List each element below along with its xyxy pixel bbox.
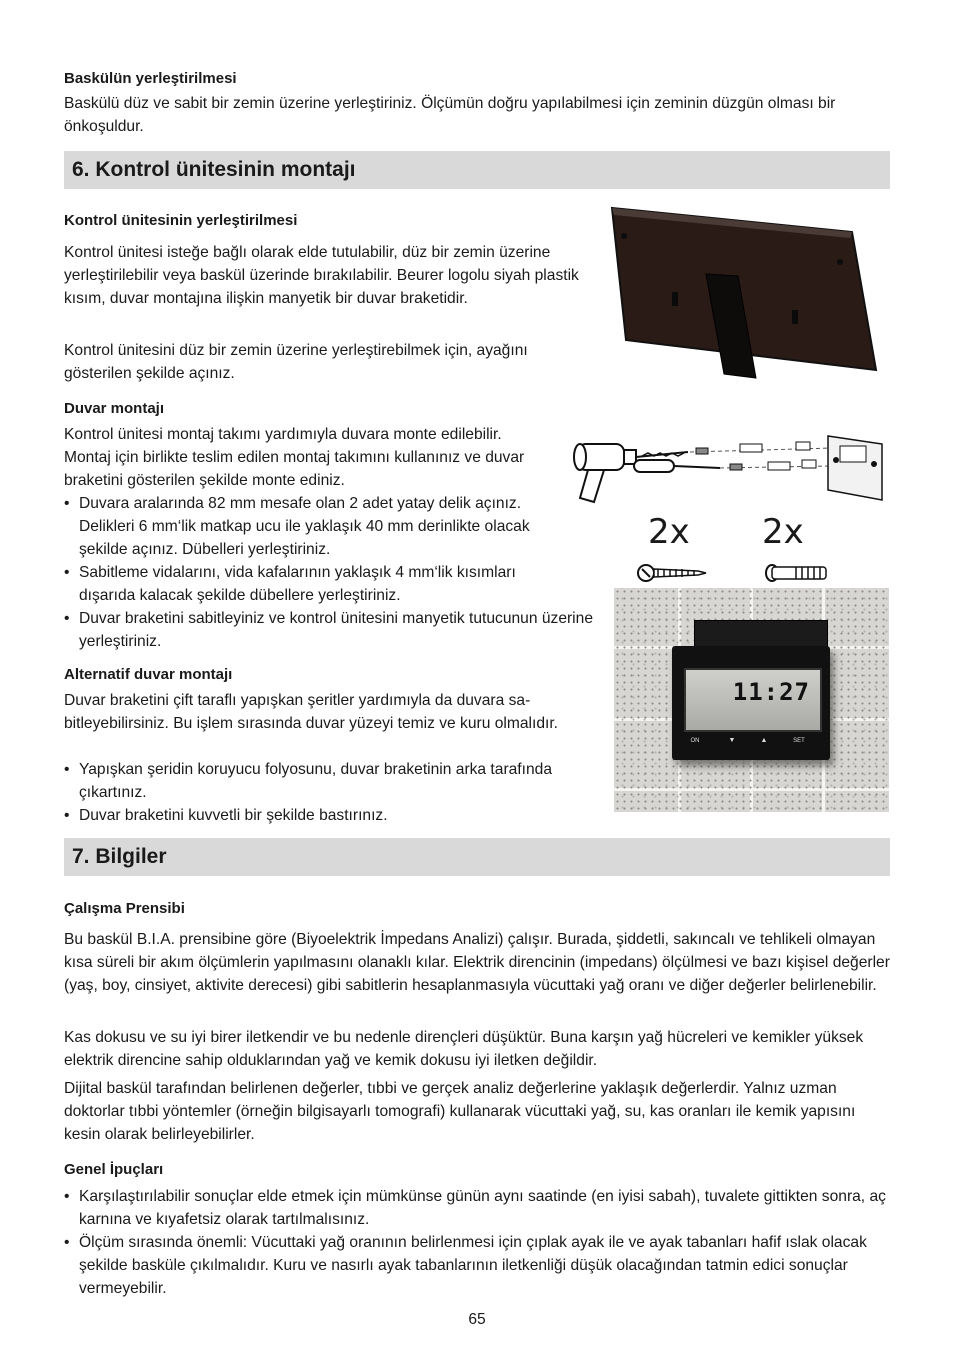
- text-principle-2: Kas dokusu ve su iyi birer iletkendir ve bu nedenle dirençleri düşüktür. Buna karşın yağ hücreleri ve kemikler yüksek elektrik direncine sahip olduklarından yağ ve kemik dokusu iyi iletken değildir.: [64, 1029, 864, 1069]
- section-7-title: 7. Bilgiler: [64, 838, 890, 876]
- text-unit-placement-1: Kontrol ünitesi isteğe bağlı olarak elde tutulabilir, düz bir zemin üzerine yerleştirilebilir veya baskül üzerinde bırakılabilir. Beurer logolu siyah plastik kısım, duvar montajına ilişkin manyetik bir duvar braketidir.: [64, 244, 579, 307]
- screw-icon: [638, 565, 706, 581]
- text-principle-1: Bu baskül B.I.A. prensibine göre (Biyoelektrik İmpedans Analizi) çalışır. Burada, şiddetli, sakıncalı ve tehlikeli olmayan kısa süreli bir akım ölçümlerin yapılmasını olanaklı kılar. Elektrik direncinin (impedans) ölçülmesi ve bazı kişisel değerler (yaş, boy, cinsiyet, aktivite derecesi) gibi sabitlerin hesaplanmasıyla vücuttaki yağ oranı ve diğer değerler belirlenebilir.: [64, 931, 890, 994]
- alt-wall-mount-steps: [64, 758, 596, 827]
- dowel-icon: [740, 442, 816, 470]
- list-item: • Yapışkan şeridin koruyucu folyosunu, duvar braketinin arka tarafında çıkartınız.: [64, 758, 596, 804]
- text-unit-placement-2: Kontrol ünitesini düz bir zemin üzerine yerleştirebilmek için, ayağını gösterilen şekilde açınız.: [64, 342, 528, 382]
- screw-count: 2x: [648, 512, 690, 552]
- control-unit: [672, 646, 830, 760]
- dowel-count: 2x: [762, 512, 804, 552]
- screwdriver-icon: [634, 460, 720, 472]
- dowel-icon: [766, 565, 826, 581]
- heading-working-principle: Çalışma Prensibi: [64, 900, 185, 917]
- drill-icon: [574, 444, 688, 502]
- on-button[interactable]: ON: [690, 738, 700, 744]
- list-item: • Ölçüm sırasında önemli: Vücuttaki yağ oranının belirlenmesi için çıplak ayak ile ve ayak tabanları hafif ıslak olacak şekilde basküle çıkılmalıdır. Kuru ve nasırlı ayak tabanlarının iletkenliği düşük olacağından tatmin edici sonuçlar vermeyebilir.: [64, 1231, 890, 1300]
- control-unit-stand-illustration: [606, 202, 890, 382]
- heading-unit-placement: Kontrol ünitesinin yerleştirilmesi: [64, 212, 298, 229]
- list-item: • Duvar braketini kuvvetli bir şekilde bastırınız.: [64, 804, 596, 827]
- lcd-display: [684, 668, 822, 732]
- list-item: • Duvara aralarında 82 mm mesafe olan 2 adet yatay delik açınız. Delikleri 6 mm‘lik matkap ucu ile yaklaşık 40 mm derinlikte olacak şekilde açınız. Dübelleri yerleştiriniz.: [64, 492, 539, 561]
- screw-dowel-parts: [636, 560, 836, 586]
- wall-bracket-icon: [828, 436, 882, 500]
- section-6-title: 6. Kontrol ünitesinin montajı: [64, 151, 890, 189]
- general-tips-list: [64, 1185, 890, 1300]
- set-button[interactable]: SET: [793, 738, 805, 744]
- drilling-illustration: [570, 430, 890, 506]
- heading-wall-mount: Duvar montajı: [64, 400, 165, 417]
- text-principle-3: Dijital baskül tarafından belirlenen değerler, tıbbi ve gerçek analiz değerlerine yaklaşık değerlerdir. Yalnız uzman doktorlar tıbbi yöntemler (örneğin bilgisayarlı tomografi) kullanarak vücuttaki yağ, su, kas oranları ile kemik yapısını kesin olarak belirleyebilirler.: [64, 1080, 856, 1143]
- wall-mounted-unit-photo: [614, 588, 889, 812]
- display-time: 11:27: [732, 678, 810, 706]
- list-item: • Sabitleme vidalarını, vida kafalarının yaklaşık 4 mm‘lik kısımları dışarıda kalacak şekilde dübellere yerleştiriniz.: [64, 561, 544, 607]
- down-button[interactable]: ▼: [728, 737, 736, 744]
- list-item: • Karşılaştırılabilir sonuçlar elde etmek için mümkünse günün aynı saatinde (en iyisi sabah), tuvalete gittikten sonra, aç karnına ve kıyafetsiz olarak tartılmalısınız.: [64, 1185, 890, 1231]
- wall-mount-steps: [64, 492, 596, 653]
- heading-general-tips: Genel İpuçları: [64, 1161, 164, 1178]
- up-button[interactable]: ▲: [760, 737, 768, 744]
- heading-alt-wall-mount: Alternatif duvar montajı: [64, 666, 233, 683]
- text-placing-scale: Baskülü düz ve sabit bir zemin üzerine yerleştiriniz. Ölçümün doğru yapılabilmesi için zeminin düzgün olması bir önkoşuldur.: [64, 95, 836, 135]
- list-item: • Duvar braketini sabitleyiniz ve kontrol ünitesini manyetik tutucunun üzerine yerleştiriniz.: [64, 607, 596, 653]
- text-alt-wall-mount: Duvar braketini çift taraflı yapışkan şeritler yardımıyla da duvara sabitleyebilirsiniz. Bu işlem sırasında duvar yüzeyi temiz ve kuru olmalıdır.: [64, 692, 558, 732]
- heading-placing-scale: Baskülün yerleştirilmesi: [64, 70, 237, 87]
- text-wall-mount-intro: Kontrol ünitesi montaj takımı yardımıyla duvara monte edilebilir. Montaj için birlikte teslim edilen montaj takımını kullanınız ve duvar braketini gösterilen şekilde monte ediniz.: [64, 426, 525, 489]
- page-number: 65: [468, 1311, 486, 1328]
